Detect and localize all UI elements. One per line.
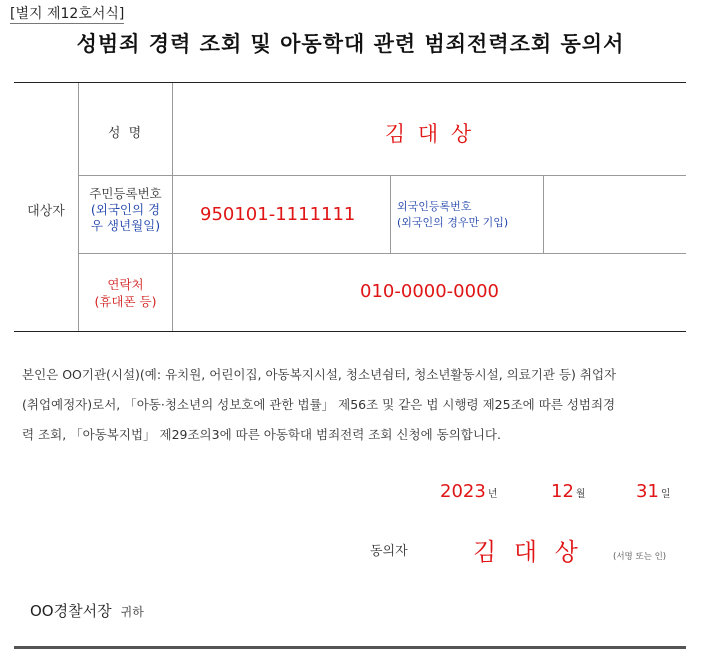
consent-line-3: 력 조회, 「아동복지법」 제29조의3에 따른 아동학대 범죄전력 조회 신청에 동의합니다. [22, 427, 501, 442]
resident-number-label-line2: (외국인의 경 [90, 202, 161, 217]
foreign-registration-label [397, 199, 508, 231]
recipient-suffix: 귀하 [120, 605, 144, 619]
document-title: 성범죄 경력 조회 및 아동학대 관련 범죄전력조회 동의서 [76, 32, 625, 56]
date-year-value: 2023 [440, 481, 486, 502]
date-month-unit: 월 [575, 489, 586, 500]
resident-number-label [79, 186, 172, 234]
date-month[interactable] [551, 481, 586, 502]
table-bottom-border [14, 331, 686, 332]
date-day-value: 31 [636, 481, 659, 502]
foreign-registration-field[interactable] [544, 176, 686, 253]
contact-label-line1: 연락처 [107, 277, 144, 292]
date-year-unit: 년 [487, 489, 498, 500]
row-divider-2 [78, 253, 686, 254]
name-label: 성 명 [107, 126, 144, 141]
consenter-label: 동의자 [370, 544, 408, 559]
signature-note: (서명 또는 인) [613, 552, 667, 562]
recipient [30, 600, 144, 621]
date-year[interactable] [440, 481, 497, 502]
contact-label [79, 276, 172, 310]
col-divider-3 [390, 176, 391, 253]
page-bottom-border [14, 646, 686, 649]
contact-field[interactable]: 010-0000-0000 [360, 281, 499, 302]
date-month-value: 12 [551, 481, 574, 502]
resident-number-label-line1: 주민등록번호 [89, 186, 162, 201]
consent-line-1: 본인은 OO기관(시설)(예: 유치원, 어린이집, 아동복지시설, 청소년쉼터, 청소년활동시설, 의료기관 등) 취업자 [22, 367, 617, 382]
signature-field[interactable]: 김 대 상 [473, 538, 583, 566]
name-field[interactable]: 김 대 상 [384, 122, 475, 146]
subject-section-label: 대상자 [27, 204, 65, 219]
foreign-registration-label-line2: (외국인의 경우만 기입) [397, 216, 509, 229]
resident-number-field[interactable]: 950101-1111111 [200, 204, 356, 225]
consent-line-2: (취업예정자)로서, 「아동·청소년의 성보호에 관한 법률」 제56조 및 같은 법 시행령 제25조에 따른 성범죄경 [22, 397, 616, 412]
date-day[interactable] [636, 481, 671, 502]
table-top-border [14, 82, 686, 83]
date-day-unit: 일 [660, 489, 671, 500]
form-number-tag: [별지 제12호서식] [10, 3, 124, 24]
foreign-registration-label-line1: 외국인등록번호 [397, 200, 472, 213]
recipient-agency: OO경찰서장 [30, 602, 112, 620]
resident-number-label-line3: 우 생년월일) [90, 218, 161, 233]
contact-label-line2: (휴대폰 등) [94, 294, 157, 309]
